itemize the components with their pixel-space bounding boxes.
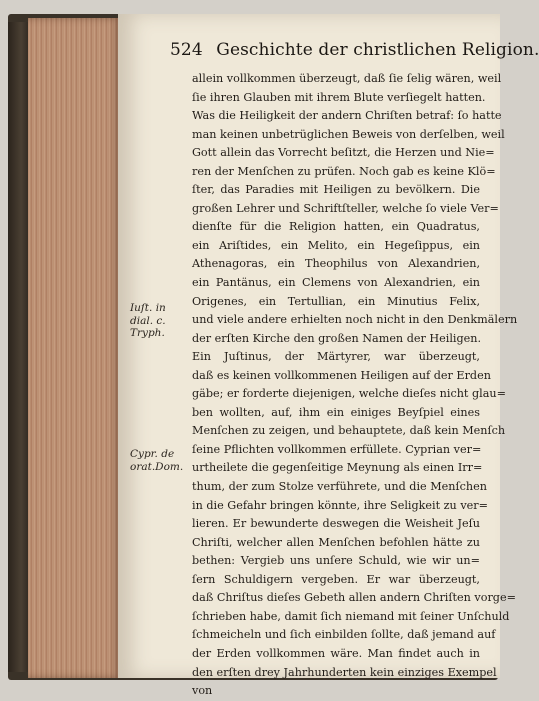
text-line: gäbe; er forderte diejenigen, welche dieſes nicht glau= — [192, 387, 506, 401]
text-line: ſter, das Paradies mit Heiligen zu bevölkern. Die — [192, 183, 480, 197]
margin-note-line: Cypr. de — [130, 448, 175, 460]
margin-note-line: Iuſt. in — [130, 302, 166, 314]
page-number: 524 — [170, 40, 203, 60]
text-line: Was die Heiligkeit der andern Chriſten betraf: ſo hatte — [192, 109, 502, 123]
text-line: ſie ihren Glauben mit ihrem Blute verſiegelt hatten. — [192, 90, 486, 104]
text-line: bethen: Vergieb uns unſere Schuld, wie wir un= — [192, 554, 480, 568]
text-line: daß Chriſtus dieſes Gebeth allen andern Chriſten vorge= — [192, 591, 516, 605]
text-line: Origenes, ein Tertullian, ein Minutius Felix, — [192, 294, 480, 308]
text-line: ren der Menſchen zu prüfen. Noch gab es keine Klö= — [192, 164, 496, 178]
running-title: Geschichte der christlichen Religion. — [216, 40, 539, 60]
text-line: Menſchen zu zeigen, und behauptete, daß kein Menſch — [192, 424, 506, 438]
margin-note-line: dial. c. — [130, 314, 166, 327]
text-line: der erſten Kirche den großen Namen der Heiligen. — [192, 331, 482, 345]
text-line: in die Gefahr bringen könnte, ihre Seligkeit zu ver= — [192, 498, 488, 512]
text-line: ſchmeicheln und ſich einbilden ſollte, daß jemand auf — [192, 628, 496, 642]
text-line: von — [192, 684, 213, 698]
text-line: allein vollkommen überzeugt, daß ſie ſelig wären, weil — [192, 72, 502, 85]
running-header — [170, 40, 539, 60]
text-line: urtheilete die gegenſeitige Meynung als einen Irr= — [192, 461, 483, 475]
margin-note-justin — [130, 302, 190, 340]
text-line: ben wollten, auf, ihm ein einiges Beyſpiel eines — [192, 405, 480, 419]
text-line: Athenagoras, ein Theophilus von Alexandrien, — [192, 257, 480, 271]
margin-note-cyprian — [130, 448, 190, 473]
text-line: man keinen unbetrüglichen Beweis von derſelben, weil — [192, 127, 505, 141]
text-line: ein Pantänus, ein Clemens von Alexandrien, ein — [192, 276, 480, 290]
text-line: Gott allein das Vorrecht beſitzt, die Herzen und Nie= — [192, 146, 495, 160]
text-line: thum, der zum Stolze verführete, und die Menſchen — [192, 480, 487, 494]
text-line: der Erden vollkommen wäre. Man findet auch in — [192, 646, 480, 660]
page-edges — [28, 18, 122, 678]
margin-note-line: Tryph. — [130, 327, 165, 339]
text-line: ein Ariſtides, ein Melito, ein Hegeſippus, ein — [192, 238, 480, 252]
text-line: lieren. Er bewunderte deswegen die Weisheit Jeſu — [192, 517, 480, 531]
text-line: Chriſti, welcher allen Menſchen befohlen hätte zu — [192, 535, 480, 549]
book-spine — [8, 22, 30, 672]
text-line: großen Lehrer und Schriftſteller, welche ſo viele Ver= — [192, 201, 499, 215]
text-line: den erſten drey Jahrhunderten kein einziges Exempel — [192, 665, 497, 679]
text-line: ſern Schuldigern vergeben. Er war überzeugt, — [192, 572, 480, 586]
margin-note-line: orat.Dom. — [130, 460, 184, 473]
text-line: daß es keinen vollkommenen Heiligen auf der Erden — [192, 368, 491, 382]
text-line: dienſte für die Religion hatten, ein Quadratus, — [192, 220, 480, 234]
text-line: ſchrieben habe, damit ſich niemand mit ſeiner Unſchuld — [192, 609, 510, 623]
text-line: Ein Juſtinus, der Märtyrer, war überzeugt, — [192, 350, 480, 364]
body-text — [192, 70, 518, 701]
text-line: und viele andere erhielten noch nicht in den Denkmälern — [192, 313, 518, 327]
text-line: ſeine Pflichten vollkommen erfüllete. Cyprian ver= — [192, 442, 482, 456]
